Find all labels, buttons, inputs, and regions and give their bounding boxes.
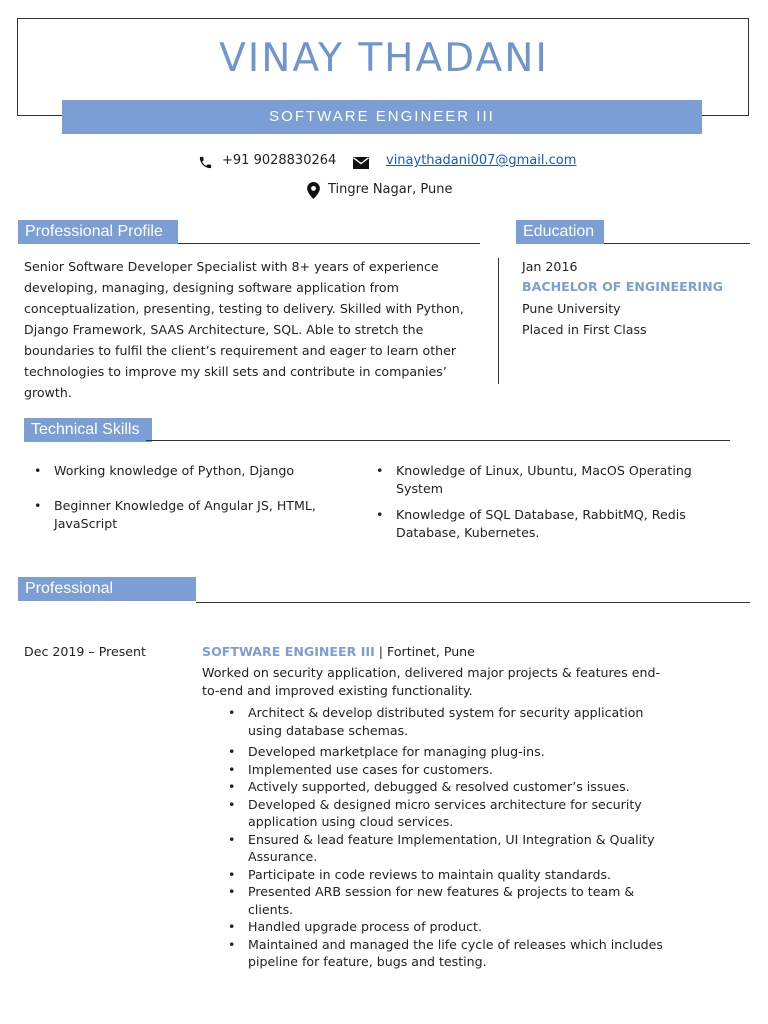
list-item: • Knowledge of SQL Database, RabbitMQ, Redis Database, Kubernetes.	[374, 506, 734, 542]
skills-list-right	[374, 462, 734, 542]
education-result: Placed in First Class	[522, 322, 647, 337]
candidate-name: VINAY THADANI	[219, 36, 549, 81]
job-dates: Dec 2019 – Present	[24, 644, 146, 659]
job-summary: Worked on security application, delivered major projects & features end-to-end and improved existing functionality.	[202, 665, 660, 698]
experience-heading: Professional Experience	[18, 577, 196, 601]
location: Tingre Nagar, Pune	[328, 182, 453, 197]
list-item: • Participate in code reviews to maintain quality standards.	[226, 866, 666, 884]
list-item: • Maintained and managed the life cycle of releases which includes pipeline for feature, bugs and testing.	[226, 936, 666, 971]
list-item: • Developed & designed micro services architecture for security application using cloud services.	[226, 796, 666, 831]
list-item: • Handled upgrade process of product.	[226, 918, 666, 936]
education-degree: BACHELOR OF ENGINEERING	[522, 279, 723, 294]
education-school: Pune University	[522, 301, 621, 316]
email-link[interactable]: vinaythadani007@gmail.com	[386, 153, 577, 168]
list-item: • Implemented use cases for customers.	[226, 761, 666, 779]
job-company: | Fortinet, Pune	[374, 644, 475, 659]
job-title-banner: SOFTWARE ENGINEER III	[62, 100, 702, 134]
job-bullets	[226, 704, 666, 971]
experience-rule	[196, 602, 750, 603]
list-item: • Working knowledge of Python, Django	[32, 462, 372, 480]
profile-rule	[178, 243, 480, 244]
skills-list-left	[32, 462, 372, 533]
list-item: • Actively supported, debugged & resolved customer’s issues.	[226, 778, 666, 796]
profile-text: Senior Software Developer Specialist with 8+ years of experience developing, managing, designing software application from conceptualization, presenting, testing to delivery. Skilled with Python, Django Framework, SAAS Architecture, SQL. Able to stretch the boundaries to fulfil the client’s requirement and eager to learn other technologies to improve my skill sets and contribute in companies’ growth.	[24, 259, 464, 400]
phone-icon	[198, 155, 213, 170]
mail-icon	[353, 157, 369, 169]
education-heading: Education	[516, 220, 604, 244]
location-pin-icon	[307, 182, 320, 199]
list-item: • Presented ARB session for new features & projects to team & clients.	[226, 883, 666, 918]
list-item: • Architect & develop distributed system for security application using database schemas.	[226, 704, 666, 739]
skills-rule	[146, 440, 730, 441]
profile-heading: Professional Profile	[18, 220, 178, 244]
list-item: • Knowledge of Linux, Ubuntu, MacOS Operating System	[374, 462, 734, 498]
skills-heading: Technical Skills	[24, 418, 152, 442]
education-rule	[604, 243, 750, 244]
job-role: SOFTWARE ENGINEER III	[202, 644, 375, 659]
phone-number: +91 9028830264	[222, 153, 337, 168]
education-date: Jan 2016	[522, 259, 578, 274]
job-heading	[202, 641, 475, 662]
column-divider	[498, 258, 499, 384]
list-item: • Beginner Knowledge of Angular JS, HTML, JavaScript	[32, 497, 372, 533]
list-item: • Developed marketplace for managing plug-ins.	[226, 743, 666, 761]
list-item: • Ensured & lead feature Implementation, UI Integration & Quality Assurance.	[226, 831, 666, 866]
